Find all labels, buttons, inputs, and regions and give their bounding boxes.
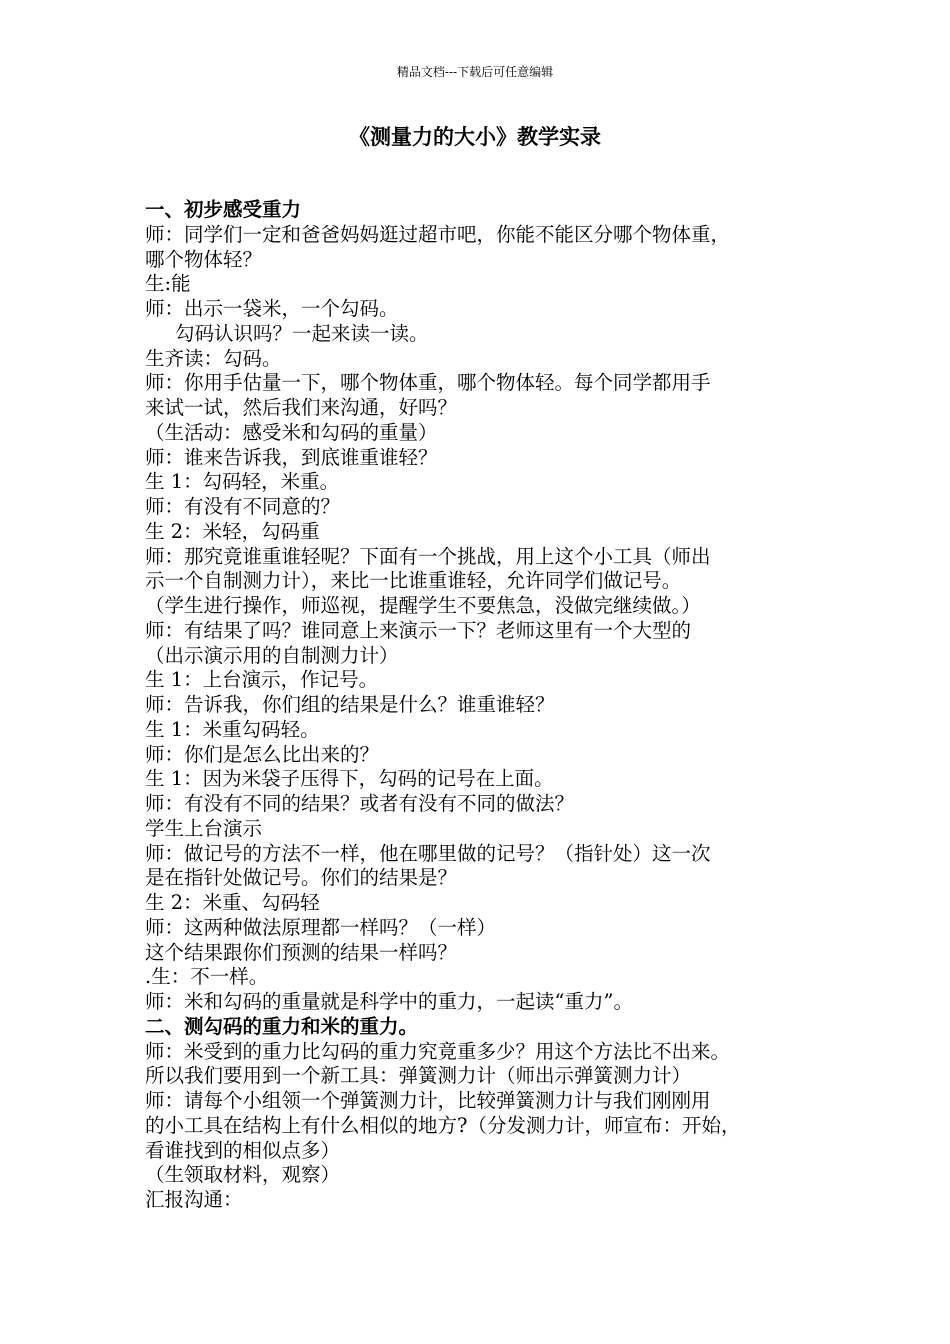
text-line: 这个结果跟你们预测的结果一样吗？ (145, 940, 458, 964)
text-line: 师：告诉我，你们组的结果是什么？谁重谁轻？ (145, 693, 555, 716)
text-line: 师：米和勾码的重量就是科学中的重力，一起读“重力”。 (145, 990, 633, 1013)
text-line: （生活动：感受米和勾码的重量） (145, 420, 438, 444)
section-heading: 一、初步感受重力 (145, 198, 302, 221)
text-line: 生 2：米轻，勾码重 (145, 519, 320, 543)
text-line: 来试一试，然后我们来沟通，好吗？ (145, 396, 458, 419)
text-line: 汇报沟通： (145, 1188, 243, 1211)
text-line: 生 1：上台演示，作记号。 (145, 668, 379, 692)
text-line: 示一个自制测力计），来比一比谁重谁轻，允许同学们做记号。 (145, 569, 682, 593)
text-line: （出示演示用的自制测力计） (145, 643, 399, 667)
text-line: 生 1：勾码轻，米重。 (145, 470, 340, 494)
text-line: 勾码认识吗？一起来读一读。 (175, 321, 429, 345)
text-line: 生 1：米重勾码轻。 (145, 717, 320, 741)
document-title: 《测量力的大小》教学实录 (349, 124, 601, 149)
text-line: 生 2：米重、勾码轻 (145, 891, 320, 914)
text-line: 生齐读：勾码。 (145, 346, 282, 370)
text-line: 师：做记号的方法不一样，他在哪里做的记号？（指针处）这一次 (145, 841, 711, 865)
text-line: 的小工具在结构上有什么相似的地方?（分发测力计，师宣布：开始， (145, 1113, 741, 1137)
text-line: 师：你用手估量一下，哪个物体重，哪个物体轻。每个同学都用手 (145, 371, 711, 395)
text-line: 师：那究竟谁重谁轻呢？下面有一个挑战，用上这个小工具（师出 (145, 544, 711, 568)
text-line: .生：不一样。 (145, 965, 269, 989)
text-line: 师：请每个小组领一个弹簧测力计，比较弹簧测力计与我们刚刚用 (145, 1089, 711, 1112)
text-line: 师：谁来告诉我，到底谁重谁轻？ (145, 445, 438, 469)
text-line: 师：有没有不同意的？ (145, 495, 341, 518)
document-body (145, 198, 825, 1213)
text-line: 师：这两种做法原理都一样吗？（一样） (145, 915, 497, 939)
section-heading: 二、测勾码的重力和米的重力。 (145, 1014, 419, 1038)
text-line: （学生进行操作，师巡视，提醒学生不要焦急，没做完继续做。） (145, 594, 701, 617)
text-line: 学生上台演示 (145, 816, 263, 840)
text-line: 师：有没有不同的结果？或者有没有不同的做法？ (145, 792, 575, 815)
text-line: 看谁找到的相似点多） (145, 1138, 341, 1162)
text-line: 所以我们要用到一个新工具：弹簧测力计（师出示弹簧测力计） (145, 1064, 692, 1088)
text-line: 哪个物体轻？ (145, 247, 263, 271)
text-line: 师：有结果了吗？谁同意上来演示一下？老师这里有一个大型的 (145, 618, 692, 642)
text-line: 师：你们是怎么比出来的？ (145, 742, 380, 766)
text-line: （生领取材料，观察） (145, 1163, 341, 1187)
text-line: 师：同学们一定和爸爸妈妈逛过超市吧，你能不能区分哪个物体重， (145, 222, 731, 246)
page-header-note: 精品文档---下载后可任意编辑 (396, 65, 554, 79)
text-line: 师：出示一袋米，一个勾码。 (145, 297, 399, 320)
text-line: 是在指针处做记号。你们的结果是？ (145, 866, 458, 890)
text-line: 师：米受到的重力比勾码的重力究竟重多少？用这个方法比不出来。 (145, 1039, 731, 1063)
text-line: 生 1：因为米袋子压得下，勾码的记号在上面。 (145, 767, 554, 791)
text-line: 生:能 (145, 272, 191, 296)
